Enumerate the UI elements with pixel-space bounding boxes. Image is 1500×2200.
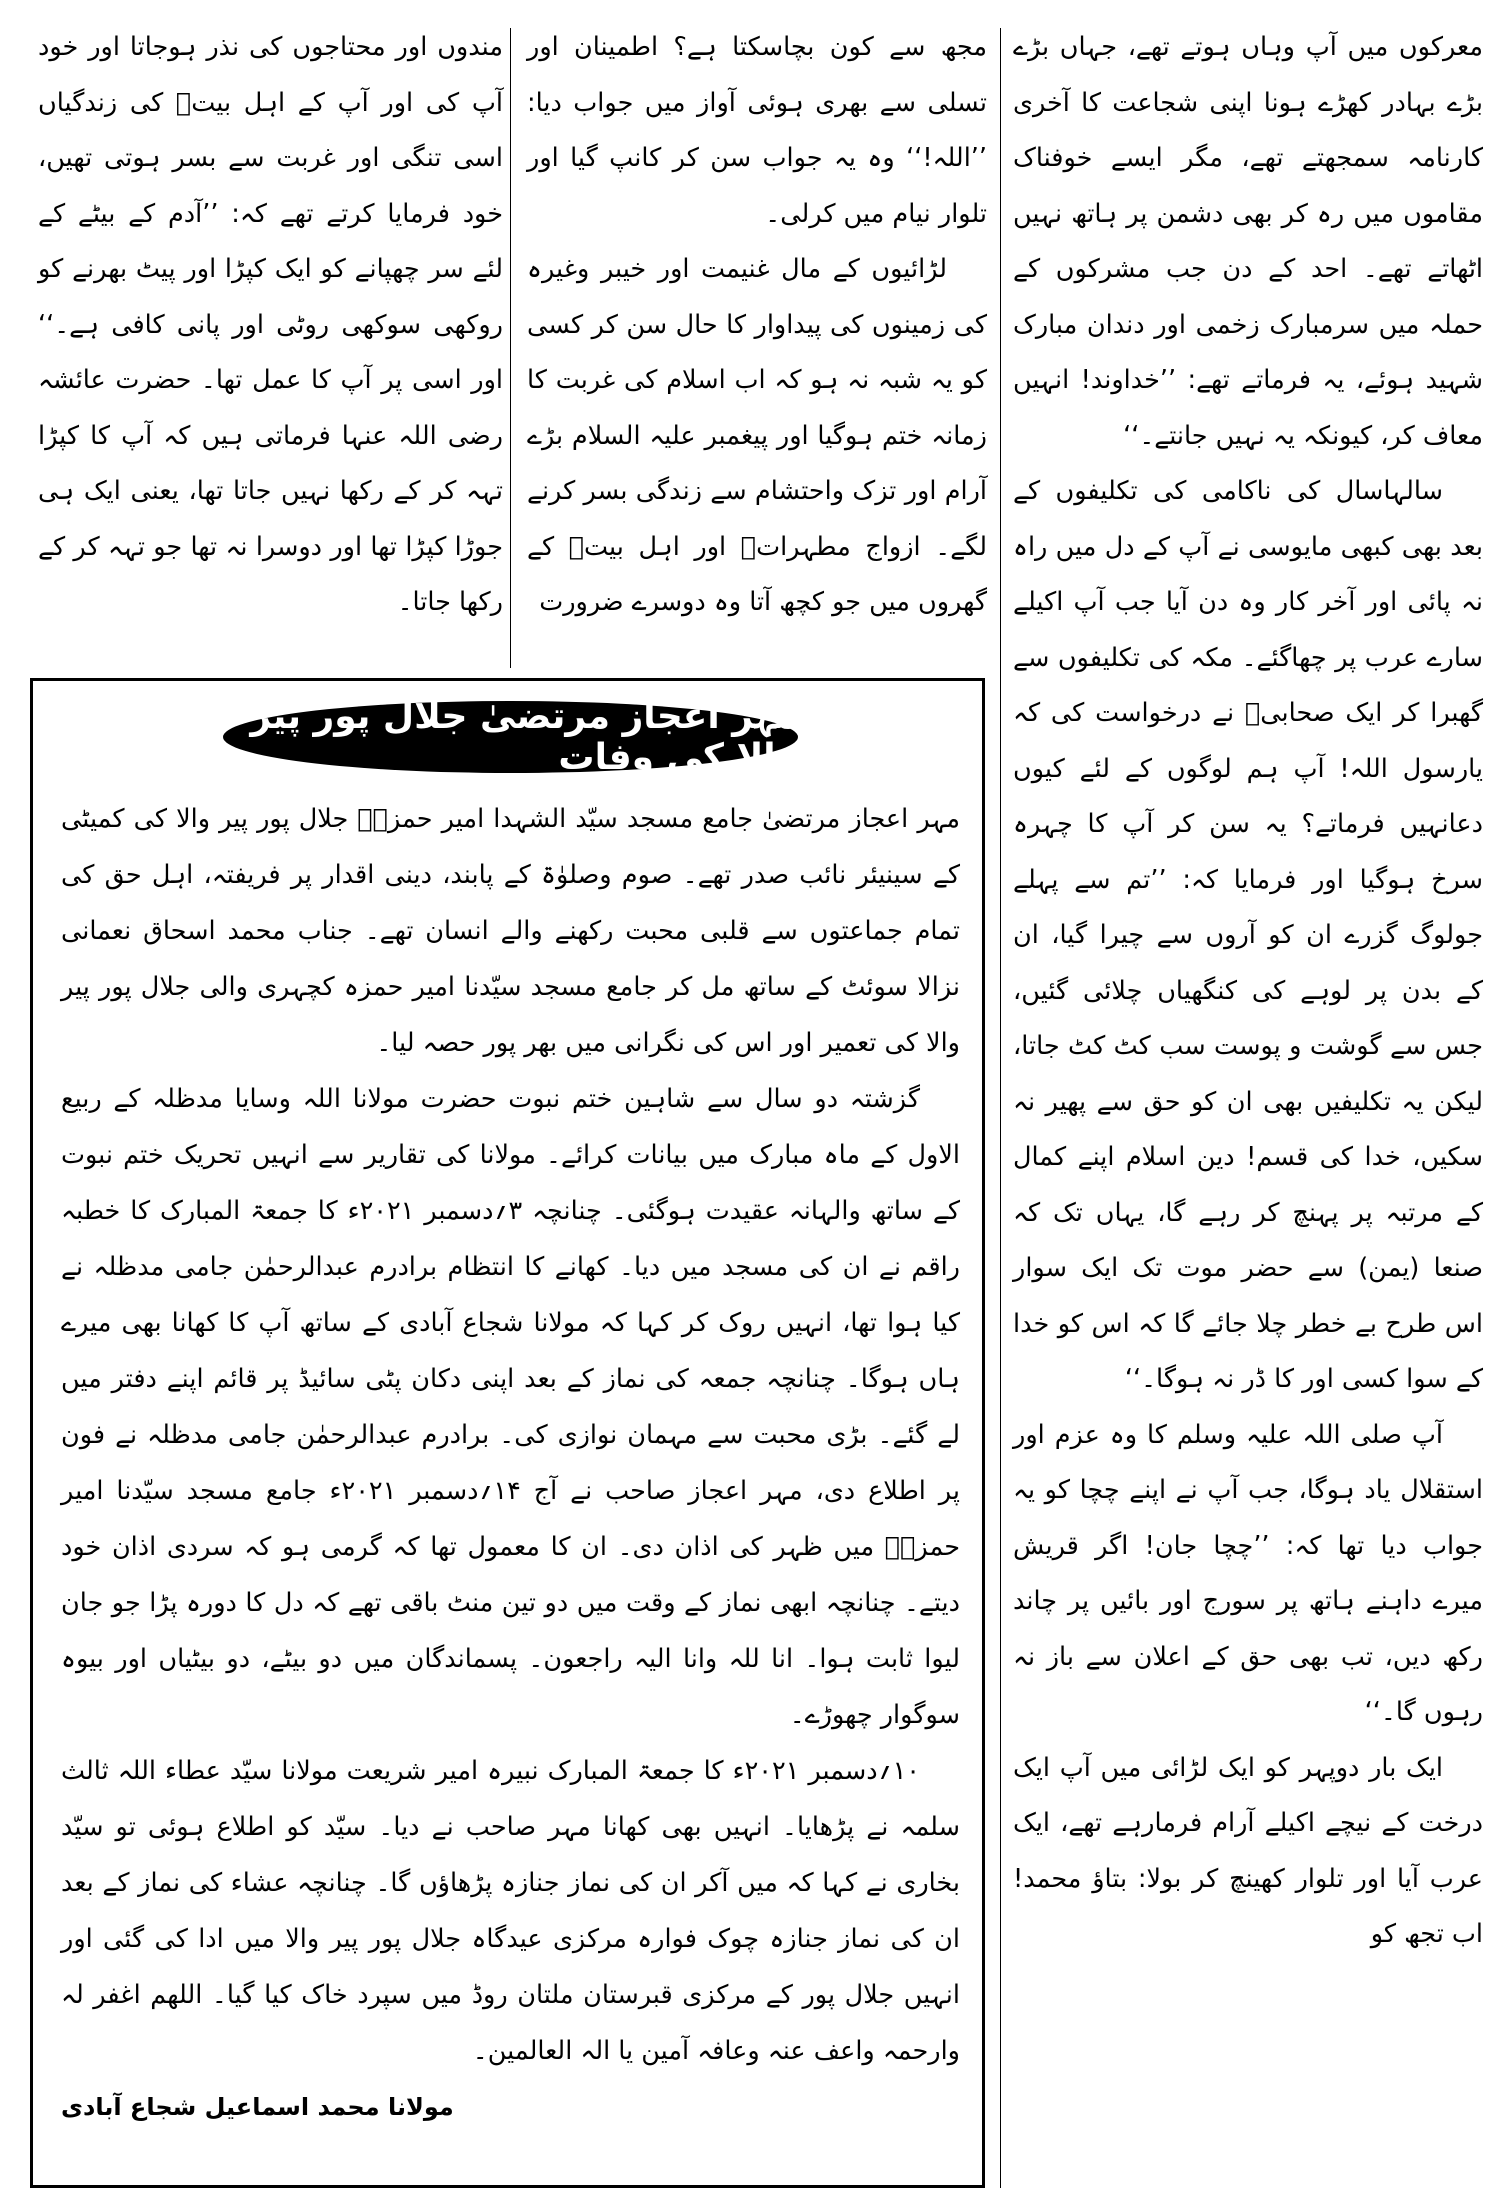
obituary-box	[30, 678, 985, 2188]
paragraph: آپ صلی اللہ علیہ وسلم کا وہ عزم اور استقلال یاد ہوگا، جب آپ نے اپنے چچا کو یہ جواب دیا تھا کہ: ’’چچا جان! اگر قریش میرے داہنے ہاتھ پر سورج اور بائیں پر چاند رکھ دیں، تب بھی حق کے اعلان سے باز نہ رہوں گا۔‘‘	[1013, 1419, 1483, 1727]
signature-line	[61, 2079, 960, 2135]
obituary-title: مہر اعجاز مرتضیٰ جلال پور پیر والا کی وفات	[223, 701, 798, 773]
paragraph: ۱۰؍دسمبر ۲۰۲۱ء کا جمعۃ المبارک نبیرہ امیر شریعت مولانا سیّد عطاء اللہ ثالث سلمہ نے پڑھایا۔ انہیں بھی کھانا مہر صاحب نے دیا۔ سیّد کو اطلاع ہوئی تو سیّد بخاری نے کہا کہ میں آکر ان کی نماز جنازہ پڑھاؤں گا۔ چنانچہ عشاء کی نماز کے بعد ان کی نماز جنازہ چوک فوارہ مرکزی عیدگاہ جلال پور پیر والا میں ادا کی گئی اور انہیں جلال پور کے مرکزی قبرستان ملتان روڈ میں سپرد خاک کیا گیا۔ اللھم اغفر لہ وارحمہ واعف عنہ وعافہ آمین یا الہ العالمین۔	[61, 1756, 960, 2066]
obituary-body	[61, 791, 960, 2135]
paragraph: لڑائیوں کے مال غنیمت اور خیبر وغیرہ کی زمینوں کی پیداوار کا حال سن کر کسی کو یہ شبہ نہ ہو کہ اب اسلام کی غربت کا زمانہ ختم ہوگیا اور پیغمبر علیہ السلام بڑے آرام اور تزک واحتشام سے زندگی بسر کرنے لگے۔ ازواج مطہراتؓ اور اہل بیتؓ کے گھروں میں جو کچھ آتا وہ دوسرے ضرورت	[527, 254, 987, 617]
paragraph: معرکوں میں آپ وہاں ہوتے تھے، جہاں بڑے بڑے بہادر کھڑے ہونا اپنی شجاعت کا آخری کارنامہ سمجھتے تھے، مگر ایسے خوفناک مقاموں میں رہ کر بھی دشمن پر ہاتھ نہیں اٹھاتے تھے۔ احد کے دن جب مشرکوں کے حملہ میں سرمبارک زخمی اور دندان مبارک شہید ہوئے، یہ فرماتے تھے: ’’خداوند! انہیں معاف کر، کیونکہ یہ نہیں جانتے۔‘‘	[1013, 32, 1483, 451]
paragraph: ایک بار دوپہر کو ایک لڑائی میں آپ ایک درخت کے نیچے اکیلے آرام فرمارہے تھے، ایک عرب آیا اور تلوار کھینچ کر بولا: بتاؤ محمد! اب تجھ کو	[1013, 1752, 1483, 1949]
column-divider	[1000, 28, 1001, 2188]
paragraph: مہر اعجاز مرتضیٰ جامع مسجد سیّد الشہدا امیر حمزہؓ جلال پور پیر والا کی کمیٹی کے سینیئر نائب صدر تھے۔ صوم وصلوٰۃ کے پابند، دینی اقدار پر فریفتہ، اہل حق کی تمام جماعتوں سے قلبی محبت رکھنے والے انسان تھے۔ جناب محمد اسحاق نعمانی نزالا سوئٹ کے ساتھ مل کر جامع مسجد سیّدنا امیر حمزہ کچہری والی جلال پور پیر والا کی تعمیر اور اس کی نگرانی میں بھر پور حصہ لیا۔	[61, 804, 960, 1058]
paragraph: گزشتہ دو سال سے شاہین ختم نبوت حضرت مولانا اللہ وسایا مدظلہ کے ربیع الاول کے ماہ مبارک میں بیانات کرائے۔ مولانا کی تقاریر سے انہیں تحریک ختم نبوت کے ساتھ والہانہ عقیدت ہوگئی۔ چنانچہ ۳؍دسمبر ۲۰۲۱ء کا جمعۃ المبارک کا خطبہ راقم نے ان کی مسجد میں دیا۔ کھانے کا انتظام برادرم عبدالرحمٰن جامی مدظلہ نے کیا ہوا تھا، انہیں روک کر کہا کہ مولانا شجاع آبادی کے ساتھ آپ کا کھانا بھی میرے ہاں ہوگا۔ چنانچہ جمعہ کی نماز کے بعد اپنی دکان پٹی سائیڈ پر قائم اپنے دفتر میں لے گئے۔ بڑی محبت سے مہمان نوازی کی۔ برادرم عبدالرحمٰن جامی مدظلہ نے فون پر اطلاع دی، مہر اعجاز صاحب نے آج ۱۴؍دسمبر ۲۰۲۱ء جامع مسجد سیّدنا امیر حمزہؓ میں ظہر کی اذان دی۔ ان کا معمول تھا کہ گرمی ہو کہ سردی اذان خود دیتے۔ چنانچہ ابھی نماز کے وقت میں دو تین منٹ باقی تھے کہ دل کا دورہ پڑا جو جان لیوا ثابت ہوا۔ انا للہ وانا الیہ راجعون۔ پسماندگان میں دو بیٹے، دو بیٹیاں اور بیوہ سوگوار چھوڑے۔	[61, 1084, 960, 1730]
paragraph: مجھ سے کون بچاسکتا ہے؟ اطمینان اور تسلی سے بھری ہوئی آواز میں جواب دیا: ’’اللہ!‘‘ وہ یہ جواب سن کر کانپ گیا اور تلوار نیام میں کرلی۔	[527, 32, 987, 229]
paragraph: سالہاسال کی ناکامی کی تکلیفوں کے بعد بھی کبھی مایوسی نے آپ کے دل میں راہ نہ پائی اور آخر کار وہ دن آیا جب آپ اکیلے سارے عرب پر چھاگئے۔ مکہ کی تکلیفوں سے گھبرا کر ایک صحابیؓ نے درخواست کی کہ یارسول اللہ! آپ ہم لوگوں کے لئے کیوں دعانہیں فرماتے؟ یہ سن کر آپ کا چہرہ سرخ ہوگیا اور فرمایا کہ: ’’تم سے پہلے جولوگ گزرے ان کو آروں سے چیرا گیا، ان کے بدن پر لوہے کی کنگھیاں چلائی گئیں، جس سے گوشت و پوست سب کٹ کٹ جاتا، لیکن یہ تکلیفیں بھی ان کو حق سے پھیر نہ سکیں، خدا کی قسم! دین اسلام اپنے کمال کے مرتبہ پر پہنچ کر رہے گا، یہاں تک کہ صنعا (یمن) سے حضر موت تک ایک سوار اس طرح بے خطر چلا جائے گا کہ اس کو خدا کے سوا کسی اور کا ڈر نہ ہوگا۔‘‘	[1013, 476, 1483, 1394]
author-name: مولانا محمد اسماعیل شجاع آبادی	[61, 2093, 454, 2121]
middle-column	[527, 20, 987, 631]
column-divider	[510, 28, 511, 668]
left-column	[38, 20, 503, 631]
paragraph: مندوں اور محتاجوں کی نذر ہوجاتا اور خود آپ کی اور آپ کے اہل بیتؓ کی زندگیاں اسی تنگی اور غربت سے بسر ہوتی تھیں، خود فرمایا کرتے تھے کہ: ’’آدم کے بیٹے کے لئے سر چھپانے کو ایک کپڑا اور پیٹ بھرنے کو روکھی سوکھی روٹی اور پانی کافی ہے۔‘‘ اور اسی پر آپ کا عمل تھا۔ حضرت عائشہ رضی اللہ عنہا فرماتی ہیں کہ آپ کا کپڑا تہہ کر کے رکھا نہیں جاتا تھا، یعنی ایک ہی جوڑا کپڑا تھا اور دوسرا نہ تھا جو تہہ کر کے رکھا جاتا۔	[38, 32, 503, 617]
right-column	[1013, 20, 1483, 1963]
